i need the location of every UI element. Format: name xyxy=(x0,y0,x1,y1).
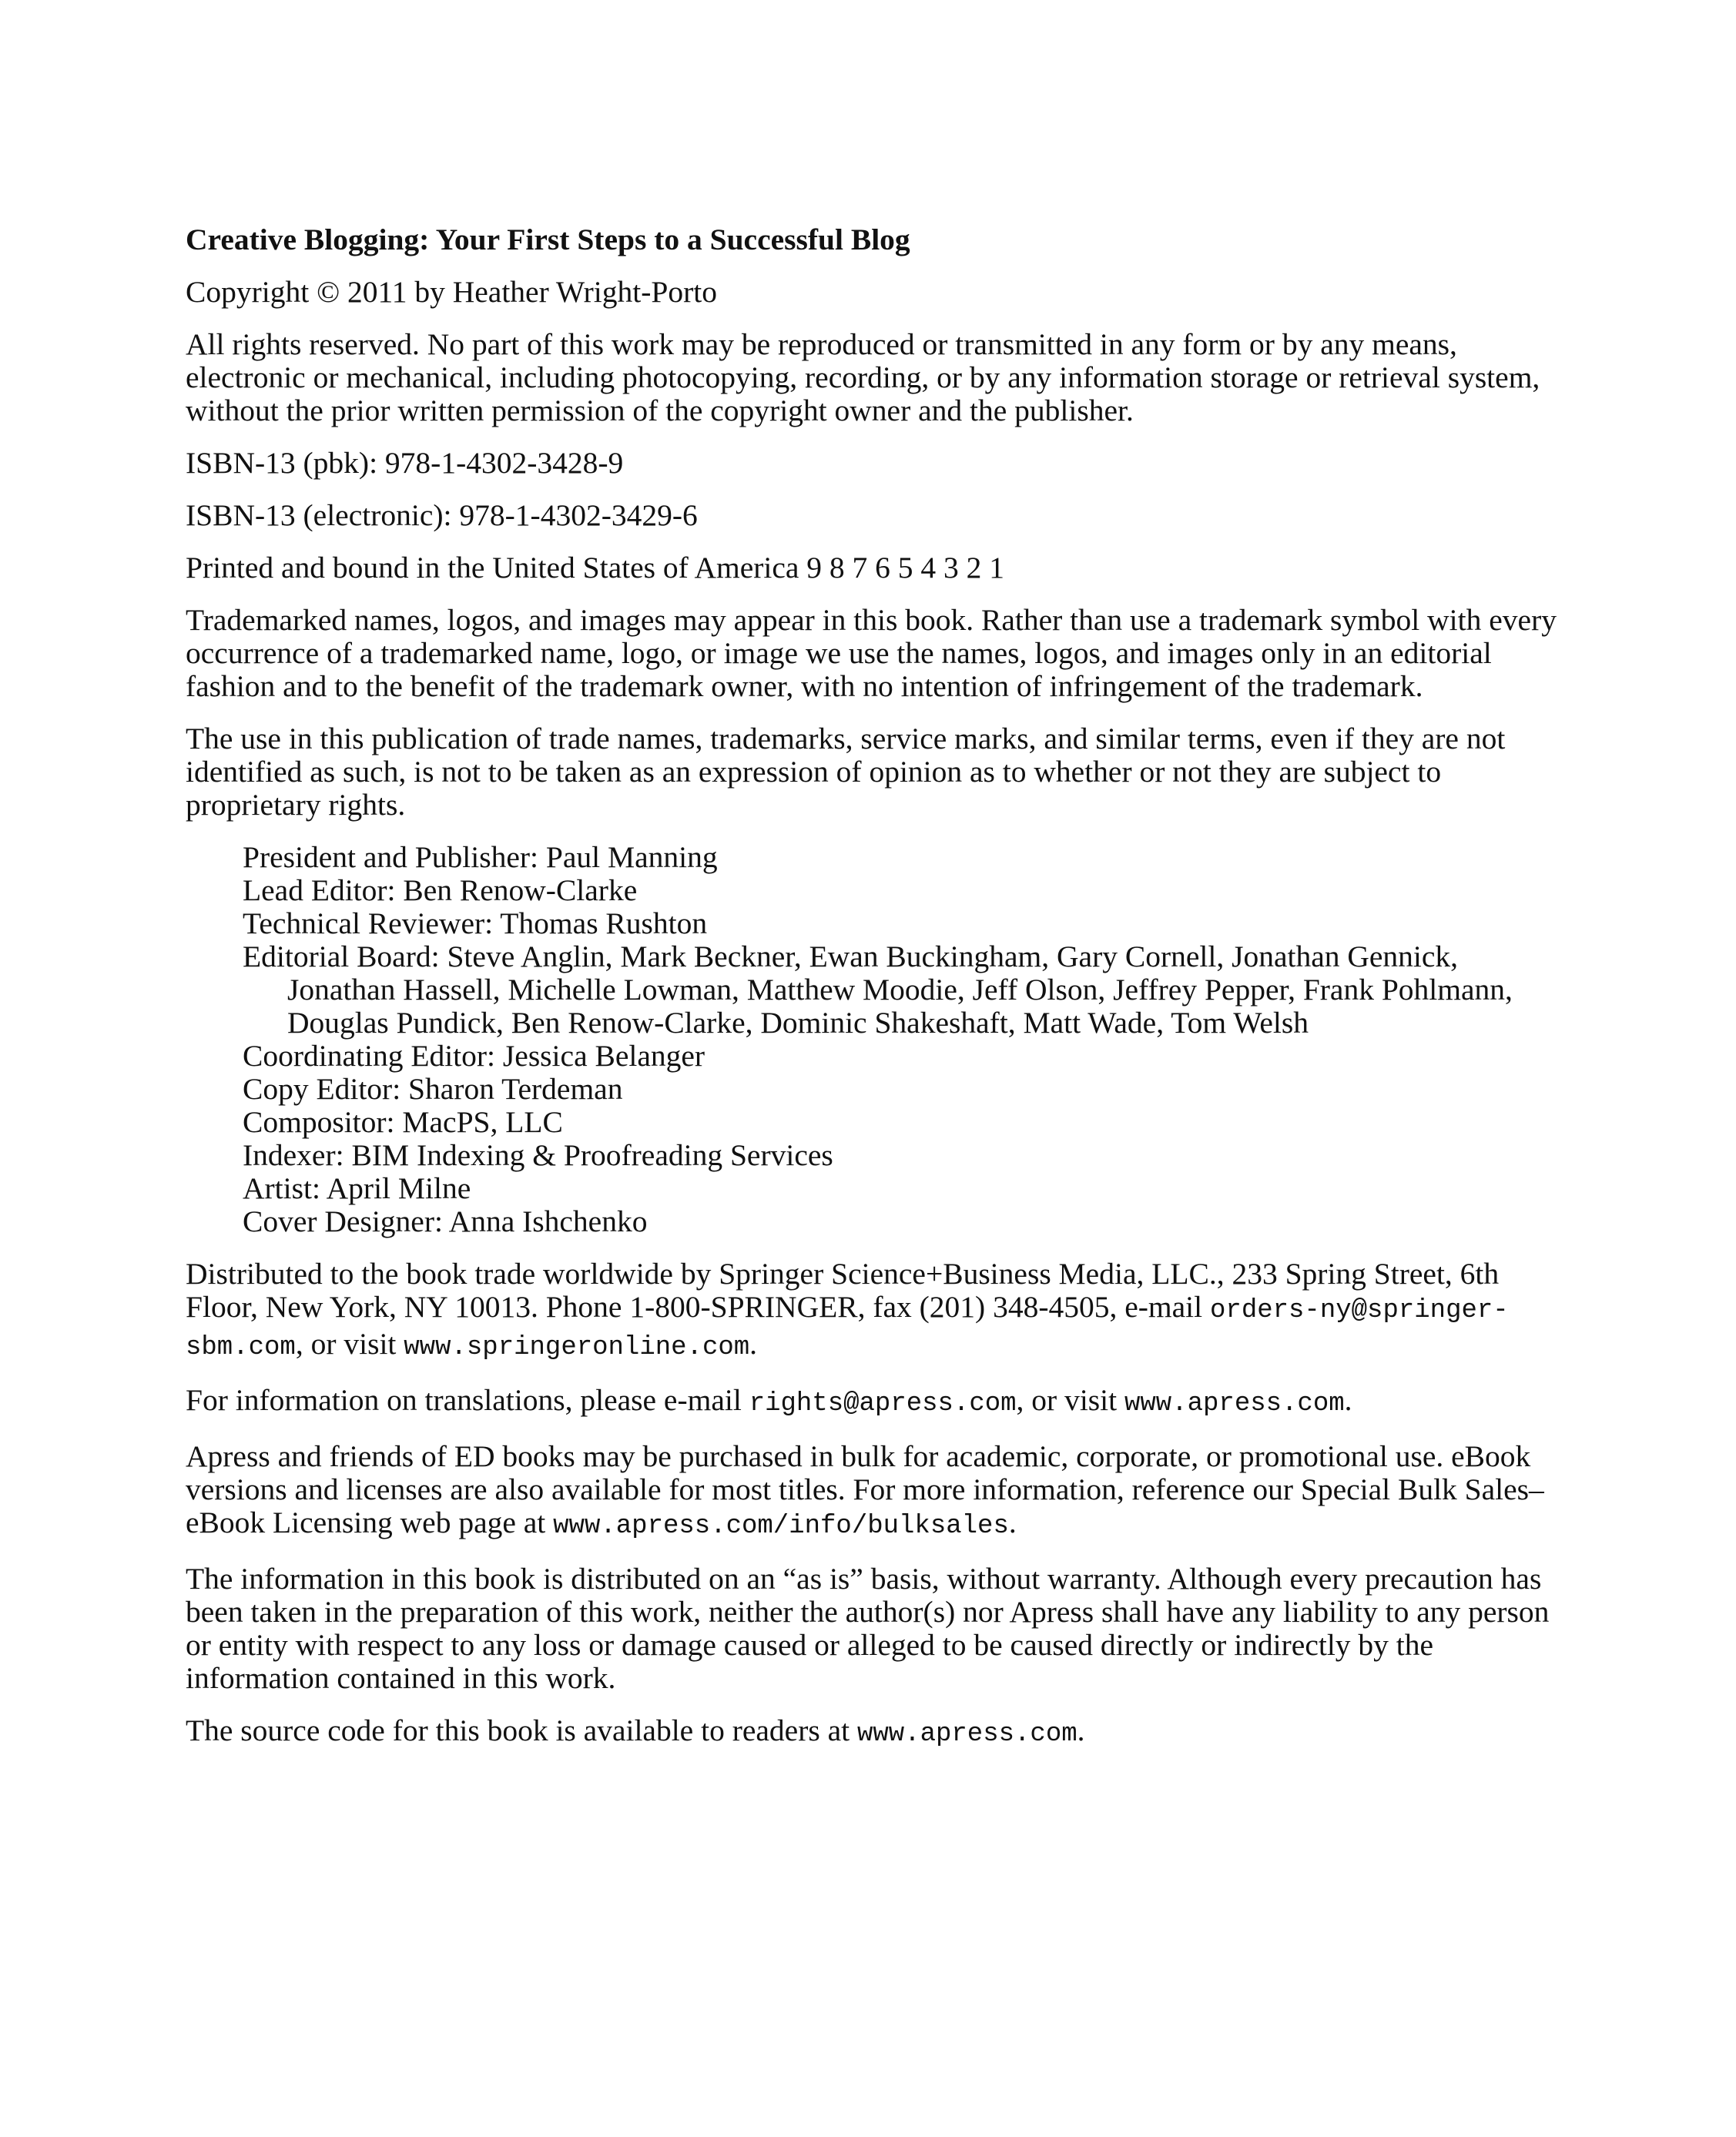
copyright-page xyxy=(186,223,1564,1770)
copyright-line: Copyright © 2011 by Heather Wright-Porto xyxy=(186,275,717,309)
translations-end: . xyxy=(1344,1383,1352,1417)
book-title: Creative Blogging: Your First Steps to a Successful Blog xyxy=(186,223,910,256)
source-code-paragraph xyxy=(186,1714,1564,1751)
trademark-paragraph: Trademarked names, logos, and images may appear in this book. Rather than use a trademark symbol with every occurrence of a trademarked name, logo, or image we use the names, logos, and images only in an editorial fashion and to the benefit of the trademark owner, with no intention of infringement of the trademark. xyxy=(186,603,1557,703)
credit-coordinating-editor: Coordinating Editor: Jessica Belanger xyxy=(243,1039,705,1073)
source-code-end: . xyxy=(1077,1713,1085,1747)
credit-editorial-board: Editorial Board: Steve Anglin, Mark Beckner, Ewan Buckingham, Gary Cornell, Jonathan Gennick, Jonathan Hassell, Michelle Lowman, Matthew Moodie, Jeff Olson, Jeffrey Pepper, Frank Pohlmann, Douglas Pundick, Ben Renow-Clarke, Dominic Shakeshaft, Matt Wade, Tom Welsh xyxy=(243,940,1513,1040)
credit-copy-editor: Copy Editor: Sharon Terdeman xyxy=(243,1072,623,1106)
credits-list xyxy=(243,841,1564,1238)
credit-cover-designer: Cover Designer: Anna Ishchenko xyxy=(243,1204,648,1238)
distribution-text: Distributed to the book trade worldwide by Springer Science+Business Media, LLC., 233 Spring Street, 6th Floor, New York, NY 10013. Phone 1-800-SPRINGER, fax (201) 348-4505, e-mail xyxy=(186,1257,1500,1324)
distribution-mid-text: , or visit xyxy=(295,1327,404,1361)
credit-artist: Artist: April Milne xyxy=(243,1171,471,1205)
warranty-paragraph: The information in this book is distributed on an “as is” basis, without warranty. Although every precaution has been taken in the preparation of this work, neither the author(s) nor Apress shall have any liability to any person or entity with respect to any loss or damage caused or alleged to be caused directly or indirectly by the information contained in this work. xyxy=(186,1562,1550,1695)
bulk-text: Apress and friends of ED books may be purchased in bulk for academic, corporate, or promotional use. eBook versions and licenses are also available for most titles. For more information, reference our Special Bulk Sales–eBook Licensing web page at xyxy=(186,1439,1544,1539)
translations-mid-text: , or visit xyxy=(1016,1383,1124,1417)
bulk-end: . xyxy=(1008,1506,1017,1539)
bulk-url-link[interactable]: www.apress.com/info/bulksales xyxy=(553,1512,1009,1541)
source-code-url-link[interactable]: www.apress.com xyxy=(856,1720,1077,1749)
translations-email-link[interactable]: rights@apress.com xyxy=(749,1389,1017,1419)
translations-paragraph xyxy=(186,1384,1564,1421)
credit-lead-editor: Lead Editor: Ben Renow-Clarke xyxy=(243,873,638,907)
isbn-electronic: ISBN-13 (electronic): 978-1-4302-3429-6 xyxy=(186,498,698,532)
distribution-end: . xyxy=(749,1327,758,1361)
isbn-pbk: ISBN-13 (pbk): 978-1-4302-3428-9 xyxy=(186,446,624,480)
credit-compositor: Compositor: MacPS, LLC xyxy=(243,1105,563,1139)
distribution-email-link[interactable]: orders-ny@springer-sbm.com xyxy=(186,1296,1509,1362)
rights-reserved-paragraph: All rights reserved. No part of this work may be reproduced or transmitted in any form or by any means, electronic or mechanical, including photocopying, recording, or by any information storage or retrieval system, without the prior written permission of the copyright owner and the publisher. xyxy=(186,327,1540,427)
bulk-sales-paragraph xyxy=(186,1440,1564,1543)
source-code-text: The source code for this book is available to readers at xyxy=(186,1713,857,1747)
credit-president: President and Publisher: Paul Manning xyxy=(243,840,718,874)
credit-technical-reviewer: Technical Reviewer: Thomas Rushton xyxy=(243,906,708,940)
translations-url-link[interactable]: www.apress.com xyxy=(1124,1389,1345,1419)
distribution-url-link[interactable]: www.springeronline.com xyxy=(404,1333,750,1362)
distribution-paragraph xyxy=(186,1258,1564,1365)
translations-text: For information on translations, please e-mail xyxy=(186,1383,749,1417)
credit-indexer: Indexer: BIM Indexing & Proofreading Services xyxy=(243,1138,833,1172)
printed-line: Printed and bound in the United States of America 9 8 7 6 5 4 3 2 1 xyxy=(186,551,1005,584)
trade-names-paragraph: The use in this publication of trade names, trademarks, service marks, and similar terms, even if they are not identified as such, is not to be taken as an expression of opinion as to whether or not they are subject to proprietary rights. xyxy=(186,722,1506,822)
